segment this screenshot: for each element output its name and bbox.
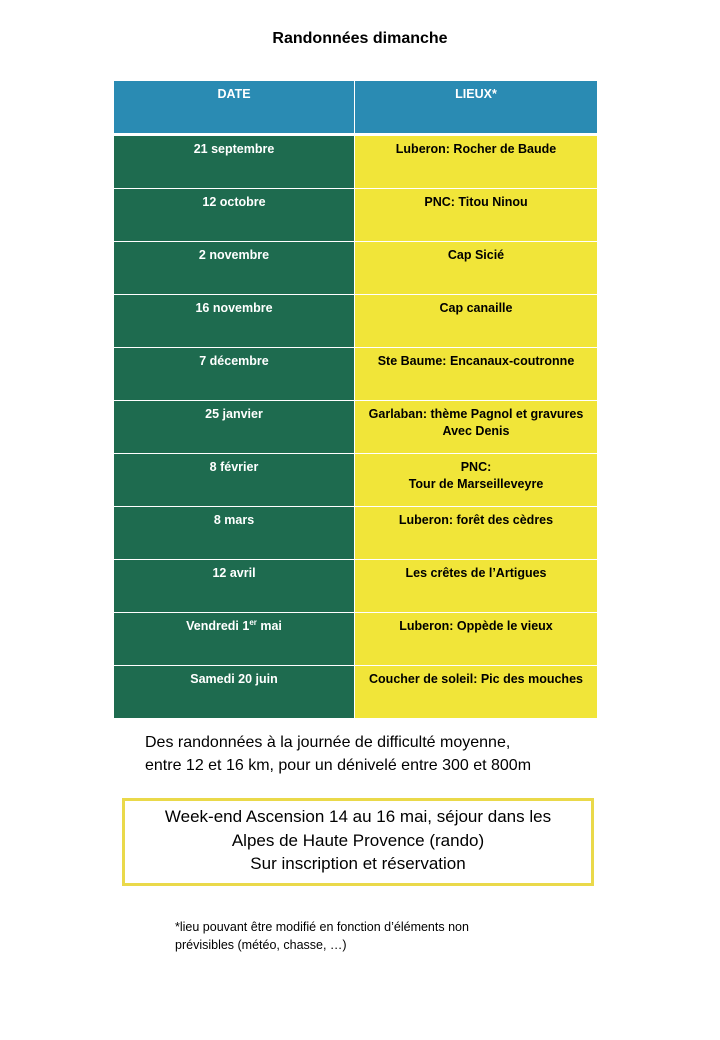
place-line: Luberon: forêt des cèdres [398,513,554,527]
date-ordinal: er [249,617,257,627]
hike-description [145,731,625,777]
box-line: Week-end Ascension 14 au 16 mai, séjour dans les [164,807,552,826]
row-date: 8 mars [114,507,355,560]
place-line: Garlaban: thème Pagnol et gravures [368,407,584,421]
row-date: 16 novembre [114,295,355,348]
row-place [355,401,598,454]
row-date: 8 février [114,454,355,507]
row-date: 12 avril [114,560,355,613]
place-line: Les crêtes de l’Artigues [405,566,547,580]
table-row [114,454,598,507]
table-row [114,189,598,242]
row-place [355,560,598,613]
table-row [114,348,598,401]
footnote-line: *lieu pouvant être modifié en fonction d’éléments non [175,920,469,934]
row-place [355,666,598,719]
table-row [114,401,598,454]
table-row [114,242,598,295]
place-line: Cap Sicié [447,248,505,262]
row-place [355,189,598,242]
date-suffix: mai [256,619,282,633]
box-line: Sur inscription et réservation [250,854,466,873]
place-line: Luberon: Oppède le vieux [399,619,553,633]
table-row [114,560,598,613]
description-line: entre 12 et 16 km, pour un dénivelé entre 300 et 800m [145,757,532,774]
date-prefix: Vendredi 1 [186,619,250,633]
place-line: Avec Denis [442,424,510,438]
table-row [114,507,598,560]
place-line: Luberon: Rocher de Baude [395,142,557,156]
row-date: Samedi 20 juin [114,666,355,719]
page-title: Randonnées dimanche [272,30,448,47]
row-place [355,242,598,295]
place-line: PNC: Titou Ninou [424,195,528,209]
header-date: DATE [114,81,355,135]
row-date: 12 octobre [114,189,355,242]
row-date: 25 janvier [114,401,355,454]
hike-schedule-table [113,80,598,719]
row-place [355,613,598,666]
table-row [114,666,598,719]
row-place [355,348,598,401]
table-row [114,613,598,666]
place-line: Ste Baume: Encanaux-coutronne [377,354,575,368]
place-line: Tour de Marseilleveyre [408,477,544,491]
footnote [175,918,575,954]
place-line: PNC: [460,460,492,474]
table-header-row [114,81,598,135]
footnote-line: prévisibles (météo, chasse, …) [175,938,347,952]
row-date [114,613,355,666]
box-line: Alpes de Haute Provence (rando) [231,830,485,850]
ascension-weekend-box [122,798,594,886]
row-date: 2 novembre [114,242,355,295]
header-places: LIEUX* [355,81,598,135]
row-place [355,454,598,507]
description-line: Des randonnées à la journée de difficulté moyenne, [145,734,511,751]
row-place [355,295,598,348]
table-row [114,295,598,348]
place-line: Cap canaille [439,301,513,315]
row-date: 7 décembre [114,348,355,401]
table-row [114,135,598,189]
row-date: 21 septembre [114,135,355,189]
row-place [355,135,598,189]
row-place [355,507,598,560]
place-line: Coucher de soleil: Pic des mouches [369,672,583,686]
